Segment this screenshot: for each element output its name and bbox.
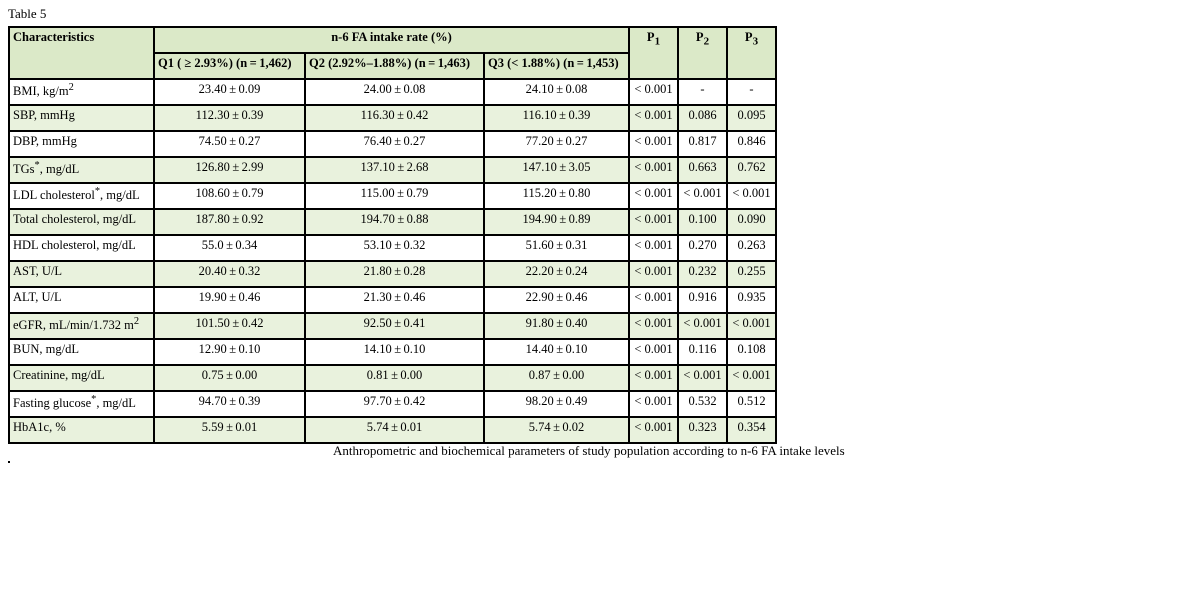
p3-value: 0.935: [727, 287, 776, 313]
q1-value: 74.50 ± 0.27: [154, 131, 305, 157]
table-row: [9, 209, 776, 235]
table-row: [9, 131, 776, 157]
q1-value: 112.30 ± 0.39: [154, 105, 305, 131]
row-label: [9, 235, 154, 261]
p3-value: 0.263: [727, 235, 776, 261]
table-row: [9, 261, 776, 287]
p2-letter: P: [695, 30, 704, 44]
row-label-text: ALT, U/L: [13, 290, 62, 304]
q2-value: 24.00 ± 0.08: [305, 79, 484, 105]
p2-value: 0.232: [678, 261, 727, 287]
row-label-superscript: 2: [68, 82, 74, 93]
q3-value: 22.90 ± 0.46: [484, 287, 629, 313]
row-label-suffix: , mg/dL: [100, 188, 140, 203]
q3-value: 91.80 ± 0.40: [484, 313, 629, 339]
q3-value: 5.74 ± 0.02: [484, 417, 629, 443]
table-row: [9, 287, 776, 313]
p2-value: 0.323: [678, 417, 727, 443]
q2-value: 14.10 ± 0.10: [305, 339, 484, 365]
q3-value: 14.40 ± 0.10: [484, 339, 629, 365]
q1-value: 0.75 ± 0.00: [154, 365, 305, 391]
q1-value: 20.40 ± 0.32: [154, 261, 305, 287]
intake-group-header: n-6 FA intake rate (%): [154, 27, 629, 53]
q3-value: 24.10 ± 0.08: [484, 79, 629, 105]
p1-value: < 0.001: [629, 417, 678, 443]
p2-value: < 0.001: [678, 365, 727, 391]
p3-value: 0.354: [727, 417, 776, 443]
row-label: [9, 261, 154, 287]
q3-value: 116.10 ± 0.39: [484, 105, 629, 131]
row-label: [9, 209, 154, 235]
p1-value: < 0.001: [629, 339, 678, 365]
q1-value: 55.0 ± 0.34: [154, 235, 305, 261]
q1-value: 19.90 ± 0.46: [154, 287, 305, 313]
row-label-text: LDL cholesterol: [13, 188, 95, 203]
q2-value: 194.70 ± 0.88: [305, 209, 484, 235]
row-label-text: Creatinine, mg/dL: [13, 368, 105, 382]
row-label-text: HbA1c, %: [13, 420, 66, 434]
q3-value: 194.90 ± 0.89: [484, 209, 629, 235]
table-caption: Anthropometric and biochemical parameters of study population according to n-6 FA intake levels: [333, 443, 845, 458]
p1-subscript: 1: [654, 35, 661, 48]
row-label-superscript: 2: [133, 316, 140, 327]
row-label-text: SBP, mmHg: [13, 108, 75, 122]
p2-value: 0.663: [678, 157, 727, 183]
p2-subscript: 2: [703, 35, 710, 48]
p1-letter: P: [646, 30, 655, 44]
p1-value: < 0.001: [629, 209, 678, 235]
p1-value: < 0.001: [629, 183, 678, 209]
q3-value: 115.20 ± 0.80: [484, 183, 629, 209]
table-row: [9, 79, 776, 105]
q3-value: 77.20 ± 0.27: [484, 131, 629, 157]
table-row: [9, 417, 776, 443]
p1-value: < 0.001: [629, 79, 678, 105]
p1-value: < 0.001: [629, 235, 678, 261]
p1-value: < 0.001: [629, 157, 678, 183]
q1-value: 23.40 ± 0.09: [154, 79, 305, 105]
table-label: Table 5: [8, 6, 47, 21]
q1-value: 187.80 ± 0.92: [154, 209, 305, 235]
q2-value: 97.70 ± 0.42: [305, 391, 484, 417]
p3-value: 0.095: [727, 105, 776, 131]
row-label: [9, 79, 154, 105]
p2-value: 0.817: [678, 131, 727, 157]
row-label-text: BMI, kg/m: [13, 84, 69, 99]
p3-value: -: [727, 79, 776, 105]
p1-value: < 0.001: [629, 365, 678, 391]
p1-value: < 0.001: [629, 105, 678, 131]
q2-value: 5.74 ± 0.01: [305, 417, 484, 443]
p3-value: < 0.001: [727, 183, 776, 209]
p2-value: 0.086: [678, 105, 727, 131]
row-label: [9, 287, 154, 313]
footnote-dot: [8, 461, 10, 463]
p3-value: 0.762: [727, 157, 776, 183]
table-row: [9, 105, 776, 131]
q2-value: 115.00 ± 0.79: [305, 183, 484, 209]
p1-value: < 0.001: [629, 287, 678, 313]
data-table: [8, 26, 777, 444]
p2-header: [678, 27, 727, 79]
q2-value: 76.40 ± 0.27: [305, 131, 484, 157]
q3-value: 0.87 ± 0.00: [484, 365, 629, 391]
row-label-text: eGFR, mL/min/1.732 m: [13, 318, 134, 333]
table-row: [9, 365, 776, 391]
q1-value: 126.80 ± 2.99: [154, 157, 305, 183]
table-body: [9, 79, 776, 443]
p2-value: 0.100: [678, 209, 727, 235]
p2-value: < 0.001: [678, 183, 727, 209]
table-row: [9, 183, 776, 209]
table-row: [9, 313, 776, 339]
table-row: [9, 157, 776, 183]
p2-value: 0.270: [678, 235, 727, 261]
p2-value: 0.532: [678, 391, 727, 417]
q2-value: 116.30 ± 0.42: [305, 105, 484, 131]
row-label-text: BUN, mg/dL: [13, 342, 79, 356]
table-row: [9, 339, 776, 365]
q1-value: 101.50 ± 0.42: [154, 313, 305, 339]
p2-value: < 0.001: [678, 313, 727, 339]
row-label-text: AST, U/L: [13, 264, 63, 278]
table-row: [9, 235, 776, 261]
q2-header: Q2 (2.92%–1.88%) (n = 1,463): [305, 53, 484, 79]
q2-value: 21.80 ± 0.28: [305, 261, 484, 287]
row-label: [9, 417, 154, 443]
row-label: [9, 131, 154, 157]
row-label-text: HDL cholesterol, mg/dL: [13, 238, 136, 252]
p2-value: 0.116: [678, 339, 727, 365]
p3-value: 0.108: [727, 339, 776, 365]
row-label: [9, 313, 154, 339]
p1-value: < 0.001: [629, 313, 678, 339]
row-label-superscript: *: [94, 186, 101, 197]
q1-value: 94.70 ± 0.39: [154, 391, 305, 417]
q3-value: 22.20 ± 0.24: [484, 261, 629, 287]
q2-value: 53.10 ± 0.32: [305, 235, 484, 261]
q2-value: 137.10 ± 2.68: [305, 157, 484, 183]
q3-header: Q3 (< 1.88%) (n = 1,453): [484, 53, 629, 79]
p3-value: < 0.001: [727, 365, 776, 391]
header-row-top: [9, 27, 776, 53]
p2-value: 0.916: [678, 287, 727, 313]
q1-header: Q1 ( ≥ 2.93%) (n = 1,462): [154, 53, 305, 79]
q2-value: 92.50 ± 0.41: [305, 313, 484, 339]
q3-value: 51.60 ± 0.31: [484, 235, 629, 261]
p1-value: < 0.001: [629, 261, 678, 287]
row-label-text: Total cholesterol, mg/dL: [13, 212, 137, 226]
q1-value: 5.59 ± 0.01: [154, 417, 305, 443]
row-label: [9, 183, 154, 209]
p1-value: < 0.001: [629, 131, 678, 157]
row-label: [9, 339, 154, 365]
q1-value: 12.90 ± 0.10: [154, 339, 305, 365]
q2-value: 0.81 ± 0.00: [305, 365, 484, 391]
p3-header: [727, 27, 776, 79]
row-label-text: Fasting glucose: [13, 396, 92, 411]
p3-value: 0.255: [727, 261, 776, 287]
p3-letter: P: [744, 30, 753, 44]
characteristics-header: Characteristics: [9, 27, 154, 79]
row-label: [9, 391, 154, 417]
p3-subscript: 3: [752, 35, 759, 48]
row-label: [9, 157, 154, 183]
p3-value: 0.512: [727, 391, 776, 417]
p1-header: [629, 27, 678, 79]
p2-value: -: [678, 79, 727, 105]
row-label-text: DBP, mmHg: [13, 134, 77, 148]
row-label-superscript: *: [34, 160, 40, 171]
q3-value: 98.20 ± 0.49: [484, 391, 629, 417]
row-label-superscript: *: [91, 394, 97, 405]
p3-value: < 0.001: [727, 313, 776, 339]
p3-value: 0.090: [727, 209, 776, 235]
p3-value: 0.846: [727, 131, 776, 157]
row-label-text: TGs: [13, 162, 35, 177]
row-label: [9, 365, 154, 391]
p1-value: < 0.001: [629, 391, 678, 417]
row-label-suffix: , mg/dL: [39, 162, 80, 177]
row-label-suffix: , mg/dL: [96, 396, 136, 411]
q1-value: 108.60 ± 0.79: [154, 183, 305, 209]
q2-value: 21.30 ± 0.46: [305, 287, 484, 313]
row-label: [9, 105, 154, 131]
table-row: [9, 391, 776, 417]
q3-value: 147.10 ± 3.05: [484, 157, 629, 183]
